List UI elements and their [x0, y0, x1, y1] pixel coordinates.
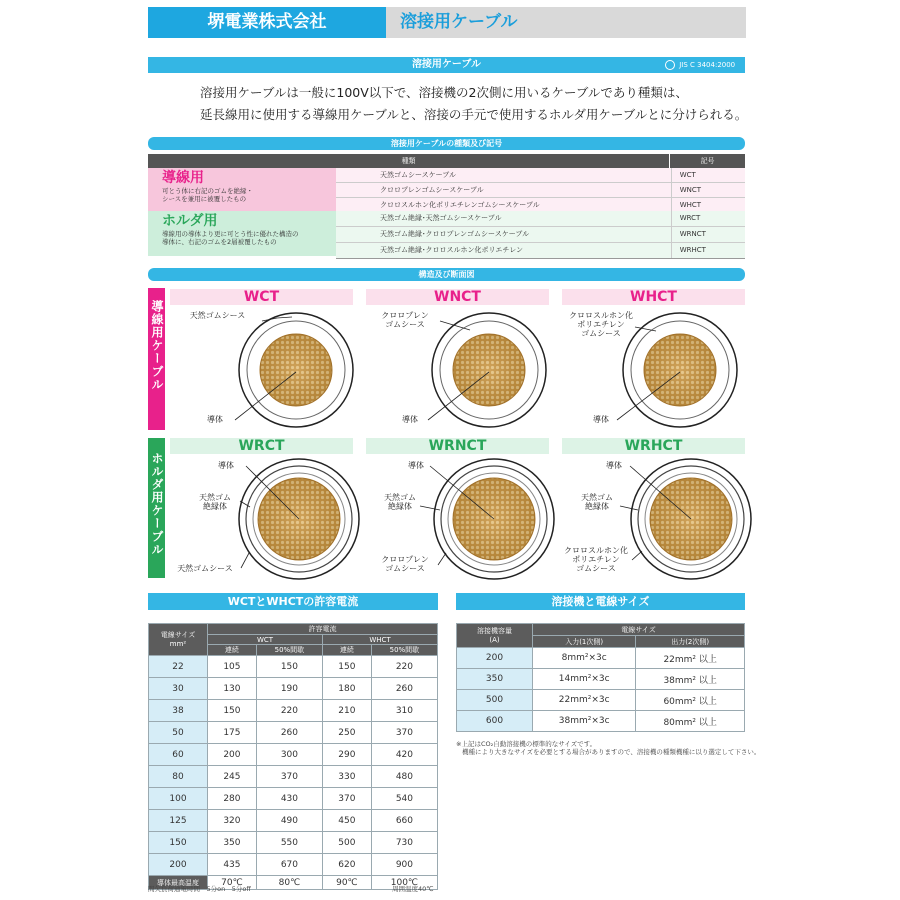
label-whct-sheath-2: ポリエチレン — [577, 320, 625, 329]
cable-section-wrhct — [620, 459, 751, 579]
current-temp-cell: 80℃ — [256, 876, 322, 890]
welder-size-cell: 8mm²×3c — [533, 648, 636, 669]
welder-table — [456, 623, 745, 732]
types-title: 溶接用ケーブルの種類及び記号 — [390, 139, 503, 148]
current-value-cell: 660 — [371, 810, 437, 832]
welder-size-cell: 38mm²×3c — [533, 711, 636, 732]
cable-section-wrnct — [420, 459, 554, 579]
current-value-cell: 310 — [371, 700, 437, 722]
types-symbol: WRCT — [671, 211, 745, 226]
current-temp-label: 導体最高温度 — [149, 876, 208, 890]
label-whct-sheath-1: クロロスルホン化 — [569, 311, 633, 320]
current-size-header-unit: mm² — [169, 639, 187, 648]
current-value-cell: 150 — [322, 656, 371, 678]
current-value-cell: 210 — [322, 700, 371, 722]
types-kind: クロロプレンゴムシースケーブル — [380, 186, 484, 194]
current-size-header — [149, 624, 208, 656]
intro-line-1: 溶接用ケーブルは一般に100V以下で、溶接機の2次側に用いるケーブルであり種類は、 — [200, 85, 688, 100]
welder-cap-cell: 600 — [457, 711, 533, 732]
current-note-right: 周囲温度40℃ — [392, 885, 434, 893]
welder-cap-header-unit: (A) — [489, 635, 500, 644]
current-value-cell: 260 — [371, 678, 437, 700]
cable-section-wnct — [428, 313, 546, 427]
welder-out-header: 出力(2次側) — [636, 636, 745, 648]
current-value-cell: 370 — [256, 766, 322, 788]
cable-section-wrct — [239, 459, 359, 579]
current-value-cell: 370 — [322, 788, 371, 810]
label-wnct-conductor: 導体 — [402, 415, 418, 424]
current-value-cell: 430 — [256, 788, 322, 810]
current-value-cell: 450 — [322, 810, 371, 832]
current-whct-header: WHCT — [322, 635, 437, 645]
current-value-cell: 200 — [208, 744, 257, 766]
types-symbol: WNCT — [671, 183, 745, 197]
current-table-body — [149, 656, 438, 890]
current-table — [148, 623, 438, 890]
types-symbol: WCT — [671, 168, 745, 182]
current-value-cell: 300 — [256, 744, 322, 766]
panel-title-wnct: WNCT — [366, 289, 549, 305]
welder-table-title: 溶接機と電線サイズ — [551, 595, 650, 608]
current-table-row — [149, 700, 438, 722]
current-wct-header: WCT — [208, 635, 323, 645]
current-value-cell: 150 — [208, 700, 257, 722]
current-value-cell: 550 — [256, 832, 322, 854]
label-wrct-conductor: 導体 — [218, 461, 234, 470]
current-temp-cell: 90℃ — [322, 876, 371, 890]
current-table-row — [149, 656, 438, 678]
label-wrct-insulation-1: 天然ゴム — [199, 493, 231, 502]
welder-table-row — [457, 648, 745, 669]
current-size-header-text: 電線サイズ — [160, 630, 196, 639]
welder-cap-cell: 350 — [457, 669, 533, 690]
current-value-cell: 620 — [322, 854, 371, 876]
panel-title-whct: WHCT — [562, 289, 745, 305]
intro-line-2: 延長線用に使用する導線用ケーブルと、溶接の手元で使用するホルダ用ケーブルとに分けられる。 — [200, 107, 748, 122]
current-size-cell: 38 — [149, 700, 208, 722]
label-wrct-insulation-2: 絶縁体 — [203, 502, 227, 511]
welder-size-header: 電線サイズ — [533, 624, 745, 636]
current-value-cell: 670 — [256, 854, 322, 876]
current-temp-cell: 70℃ — [208, 876, 257, 890]
panel-title-wct: WCT — [170, 289, 353, 305]
company-name: 堺電業株式会社 — [148, 7, 386, 38]
current-table-title: WCTとWHCTの許容電流 — [227, 595, 359, 608]
types-group-name: ホルダ用 — [162, 213, 218, 229]
label-wrhct-sheath-3: ゴムシース — [576, 564, 616, 573]
current-size-cell: 60 — [149, 744, 208, 766]
current-value-cell: 220 — [256, 700, 322, 722]
current-value-cell: 150 — [256, 656, 322, 678]
current-value-cell: 260 — [256, 722, 322, 744]
label-wrnct-sheath-1: クロロプレン — [381, 555, 429, 564]
label-wrnct-sheath-2: ゴムシース — [385, 564, 425, 573]
current-value-cell: 105 — [208, 656, 257, 678]
current-size-cell: 30 — [149, 678, 208, 700]
types-header-symbol: 記号 — [669, 154, 745, 168]
label-wrhct-sheath-2: ポリエチレン — [572, 555, 620, 564]
label-wrhct-insulation-1: 天然ゴム — [581, 493, 613, 502]
current-table-row — [149, 832, 438, 854]
label-wrhct-sheath-1: クロロスルホン化 — [564, 546, 628, 555]
types-kind: 天然ゴムシースケーブル — [380, 171, 457, 179]
current-temp-cell: 100℃ — [371, 876, 437, 890]
welder-table-row — [457, 690, 745, 711]
current-allow-header: 許容電流 — [208, 624, 438, 635]
current-value-cell: 435 — [208, 854, 257, 876]
label-wnct-sheath-2: ゴムシース — [385, 320, 425, 329]
welder-in-header: 入力(1次側) — [533, 636, 636, 648]
current-value-cell: 290 — [322, 744, 371, 766]
types-kind: 天然ゴム絶縁･天然ゴムシースケーブル — [380, 214, 502, 222]
current-value-cell: 370 — [371, 722, 437, 744]
welder-size-cell: 14mm²×3c — [533, 669, 636, 690]
label-wrct-sheath: 天然ゴムシース — [177, 564, 233, 573]
label-wrnct-conductor: 導体 — [408, 461, 424, 470]
panel-title-wrhct: WRHCT — [562, 438, 745, 454]
section-title: 溶接用ケーブル — [411, 59, 482, 70]
panel-title-wrnct: WRNCT — [366, 438, 549, 454]
welder-size-cell: 80mm² 以上 — [636, 711, 745, 732]
current-value-cell: 250 — [322, 722, 371, 744]
welder-size-cell: 38mm² 以上 — [636, 669, 745, 690]
group-label-holder-text: ホルダ用ケーブル — [150, 452, 164, 556]
current-value-cell: 175 — [208, 722, 257, 744]
current-value-cell: 490 — [256, 810, 322, 832]
current-size-cell: 125 — [149, 810, 208, 832]
current-sub-header: 50%間歇 — [371, 645, 437, 656]
current-sub-header: 50%間歇 — [256, 645, 322, 656]
current-table-row — [149, 744, 438, 766]
label-whct-conductor: 導体 — [593, 415, 609, 424]
current-sub-header: 連続 — [208, 645, 257, 656]
current-table-row — [149, 766, 438, 788]
current-value-cell: 280 — [208, 788, 257, 810]
types-kind: クロロスルホン化ポリエチレンゴムシースケーブル — [380, 201, 540, 209]
label-wct-conductor: 導体 — [207, 415, 223, 424]
current-size-cell: 22 — [149, 656, 208, 678]
current-value-cell: 350 — [208, 832, 257, 854]
current-value-cell: 500 — [322, 832, 371, 854]
welder-cap-cell: 200 — [457, 648, 533, 669]
current-value-cell: 540 — [371, 788, 437, 810]
current-size-cell: 200 — [149, 854, 208, 876]
types-header-kind: 種類 — [401, 157, 416, 165]
types-group-desc: 導線用の導体より更に可とう性に優れた構造の — [162, 230, 299, 238]
current-value-cell: 730 — [371, 832, 437, 854]
current-table-row — [149, 678, 438, 700]
group-label-conductor-text: 導線用ケーブル — [150, 300, 164, 391]
welder-size-cell: 22mm²×3c — [533, 690, 636, 711]
current-value-cell: 190 — [256, 678, 322, 700]
current-table-row — [149, 788, 438, 810]
panel-title-wrct: WRCT — [170, 438, 353, 454]
welder-size-cell: 22mm² 以上 — [636, 648, 745, 669]
types-symbol: WRHCT — [671, 243, 745, 258]
welder-note-1: ※上記はCO₂自動溶接機の標準的なサイズです。 — [456, 740, 597, 748]
current-value-cell: 330 — [322, 766, 371, 788]
label-wrhct-conductor: 導体 — [606, 461, 622, 470]
types-kind: 天然ゴム絶縁･クロロプレンゴムシースケーブル — [380, 230, 530, 238]
types-group-desc: シースを兼用に被覆したもの — [162, 195, 247, 203]
current-table-row — [149, 854, 438, 876]
current-value-cell: 245 — [208, 766, 257, 788]
product-title: 溶接用ケーブル — [386, 7, 746, 38]
label-wnct-sheath-1: クロロプレン — [381, 311, 429, 320]
current-table-title-bar — [148, 593, 438, 610]
welder-cap-cell: 500 — [457, 690, 533, 711]
current-value-cell: 130 — [208, 678, 257, 700]
current-value-cell: 180 — [322, 678, 371, 700]
types-group-name: 導線用 — [162, 170, 204, 186]
types-symbol: WHCT — [671, 198, 745, 212]
current-size-cell: 150 — [149, 832, 208, 854]
label-whct-sheath-3: ゴムシース — [581, 329, 621, 338]
label-wrnct-insulation-1: 天然ゴム — [384, 493, 416, 502]
types-group-desc: 可とう体に右記のゴムを絶縁・ — [162, 187, 253, 195]
current-value-cell: 320 — [208, 810, 257, 832]
current-size-cell: 50 — [149, 722, 208, 744]
welder-note-2: 機種により大きなサイズを必要とする場合がありますので、溶接機の種類機種に以り選定して下さい。 — [462, 748, 761, 756]
types-group-desc: 導体に、右記のゴムを2層被覆したもの — [162, 238, 277, 246]
welder-table-title-bar — [456, 593, 745, 610]
current-sub-header: 連続 — [322, 645, 371, 656]
current-value-cell: 900 — [371, 854, 437, 876]
current-table-row — [149, 810, 438, 832]
welder-table-row — [457, 669, 745, 690]
welder-table-row — [457, 711, 745, 732]
jis-text: JIS C 3404:2000 — [679, 61, 736, 69]
structure-title: 構造及び断面図 — [418, 270, 475, 279]
current-value-cell: 480 — [371, 766, 437, 788]
welder-cap-header-text: 溶接機容量 — [477, 626, 512, 635]
current-value-cell: 220 — [371, 656, 437, 678]
current-size-cell: 100 — [149, 788, 208, 810]
current-value-cell: 420 — [371, 744, 437, 766]
welder-size-cell: 60mm² 以上 — [636, 690, 745, 711]
welder-cap-header — [457, 624, 533, 648]
types-symbol: WRNCT — [671, 227, 745, 242]
current-note-left: 間欠負荷通電時間 5分on 5分off — [148, 885, 251, 893]
cable-section-wct — [235, 313, 353, 427]
label-wct-sheath: 天然ゴムシース — [189, 311, 246, 320]
types-kind: 天然ゴム絶縁･クロロスルホン化ポリエチレン — [380, 246, 524, 254]
welder-table-body — [457, 648, 745, 732]
current-size-cell: 80 — [149, 766, 208, 788]
label-wrhct-insulation-2: 絶縁体 — [585, 502, 609, 511]
label-wrnct-insulation-2: 絶縁体 — [388, 502, 412, 511]
current-table-row — [149, 722, 438, 744]
